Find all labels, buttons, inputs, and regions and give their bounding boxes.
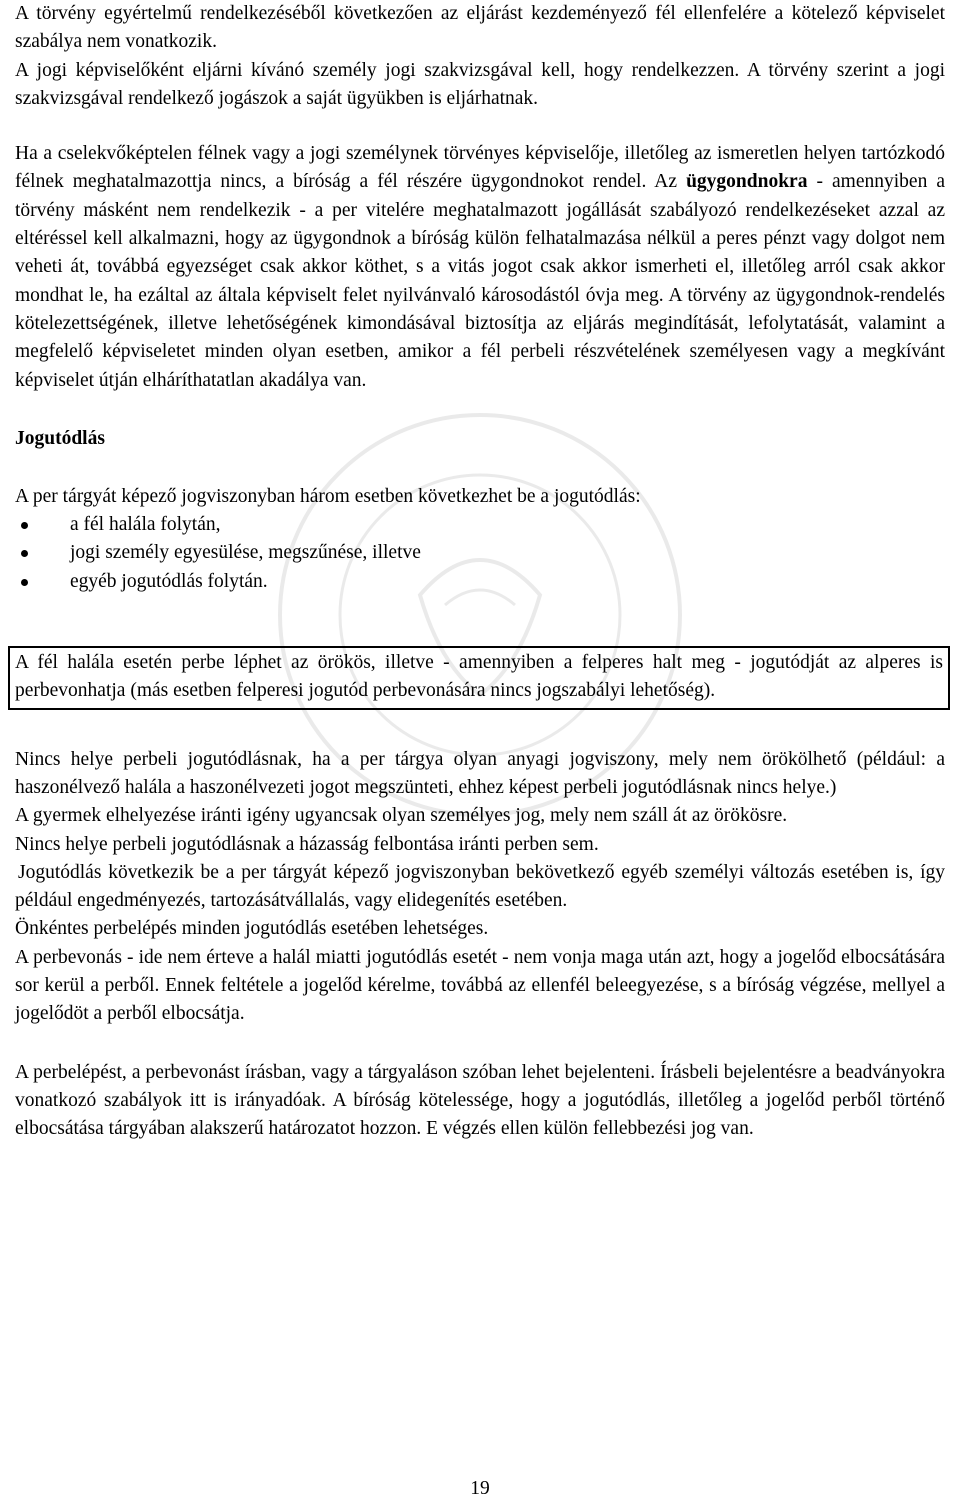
- paragraph-guardian-end: - amennyiben a törvény másként nem rendelkezik - a per vitelére meghatalmazott jogállását szabályozó rendelkezéseket azzal az eltéréssel kell alkalmazni, hogy az ügygondnok a bíróság külön felhatalmazása nélkül a peres pénzt vagy dolgot nem veheti át, továbbá egyezséget csak akkor köthet, s a vitás jogot csak akkor ismerheti el, illetőleg arról csak akkor mondhat le, ha ezáltal az általa képviselt felet nyilvánvaló károsodástól óvja meg. A törvény az ügygondnok-rendelés kötelezettségének, illetve lehetőségének kimondásával biztosítja az eljárás megindítását, lefolytatását, valamint a megfelelő képviseletet minden olyan esetben, amikor a fél perbeli részvételének személyesen vagy a megkívánt képviselet útján elháríthatatlan akadálya van.: [15, 171, 946, 391]
- section-heading-succession: Jogutódlás: [15, 427, 105, 449]
- paragraph-other-change: Jogutódlás következik be a per tárgyát képező jogviszonyban bekövetkező egyéb személyi változás esetében is, így például engedményezés, tartozásátvállalás, vagy elidegenítés esetében.: [15, 861, 945, 912]
- list-item: a fél halála folytán,: [15, 511, 945, 539]
- list-item: egyéb jogutódlás folytán.: [15, 568, 945, 596]
- list-item: jogi személy egyesülése, megszűnése, illetve: [15, 539, 945, 567]
- boxed-paragraph-death: A fél halála esetén perbe léphet az örökös, illetve - amennyiben a felperes halt meg - jogutódját az alperes is perbevonhatja (más esetben felperesi jogutód perbevonására nincs jogszabályi lehetőség).: [8, 646, 950, 710]
- succession-cases-list: [15, 511, 945, 596]
- paragraph-succession-intro: A per tárgyát képező jogviszonyban három esetben következhet be a jogutódlás:: [15, 485, 641, 507]
- document-page: [15, 0, 945, 1144]
- paragraph-representation-scope: A törvény egyértelmű rendelkezéséből következően az eljárást kezdeményező fél ellenfelére a kötelező képviselet szabálya nem vonatkozik.: [15, 3, 945, 53]
- paragraph-announcement: A perbelépést, a perbevonást írásban, vagy a tárgyaláson szóban lehet bejelenteni. Írásbeli bejelentésre a beadványokra vonatkozó szabályok itt is irányadóak. A bíróság kötelessége, hogy a jogutódlás, illetőleg a jogelőd perből történő elbocsátása tárgyában alakszerű határozatot hozzon. E végzés ellen külön fellebbezési jog van.: [15, 1061, 945, 1140]
- paragraph-child-placement: A gyermek elhelyezése iránti igény ugyancsak olyan személyes jog, mely nem száll át az örökösre.: [15, 805, 788, 827]
- guardian-term: ügygondnokra: [686, 171, 808, 193]
- paragraph-divorce: Nincs helye perbeli jogutódlásnak a házasság felbontása iránti perben sem.: [15, 833, 599, 855]
- paragraph-guardian-start: Ha a cselekvőképtelen félnek vagy a jogi személynek törvényes képviselője, illetőleg az ismeretlen helyen tartózkodó félnek meghatalmazottja nincs, a bíróság a fél részére ügygondnokot rendel. Az: [15, 143, 945, 193]
- page-number: 19: [470, 1478, 490, 1499]
- paragraph-legal-exam: A jogi képviselőként eljárni kívánó személy jogi szakvizsgával kell, hogy rendelkezzen. A törvény szerint a jogi szakvizsgával rendelkező jogászok a saját ügyükben is eljárhatnak.: [15, 59, 945, 109]
- paragraph-no-succession: Nincs helye perbeli jogutódlásnak, ha a per tárgya olyan anyagi jogviszony, mely nem örökölhető (például: a haszonélvező halála a haszonélvezeti jogot megszünteti, ehhez képest perbeli jogutódlásnak nincs helye.): [15, 748, 945, 798]
- paragraph-guardian: [15, 140, 945, 395]
- paragraph-joinder: A perbevonás - ide nem érteve a halál miatti jogutódlás esetét - nem vonja maga után azt, hogy a jogelőd elbocsátására sor kerül a perből. Ennek feltétele a jogelőd kérelme, továbbá az ellenfél beleegyezése, s a bíróság végzése, mellyel a jogelődöt a perből elbocsátja.: [15, 946, 945, 1025]
- paragraph-voluntary: Önkéntes perbelépés minden jogutódlás esetében lehetséges.: [15, 918, 489, 940]
